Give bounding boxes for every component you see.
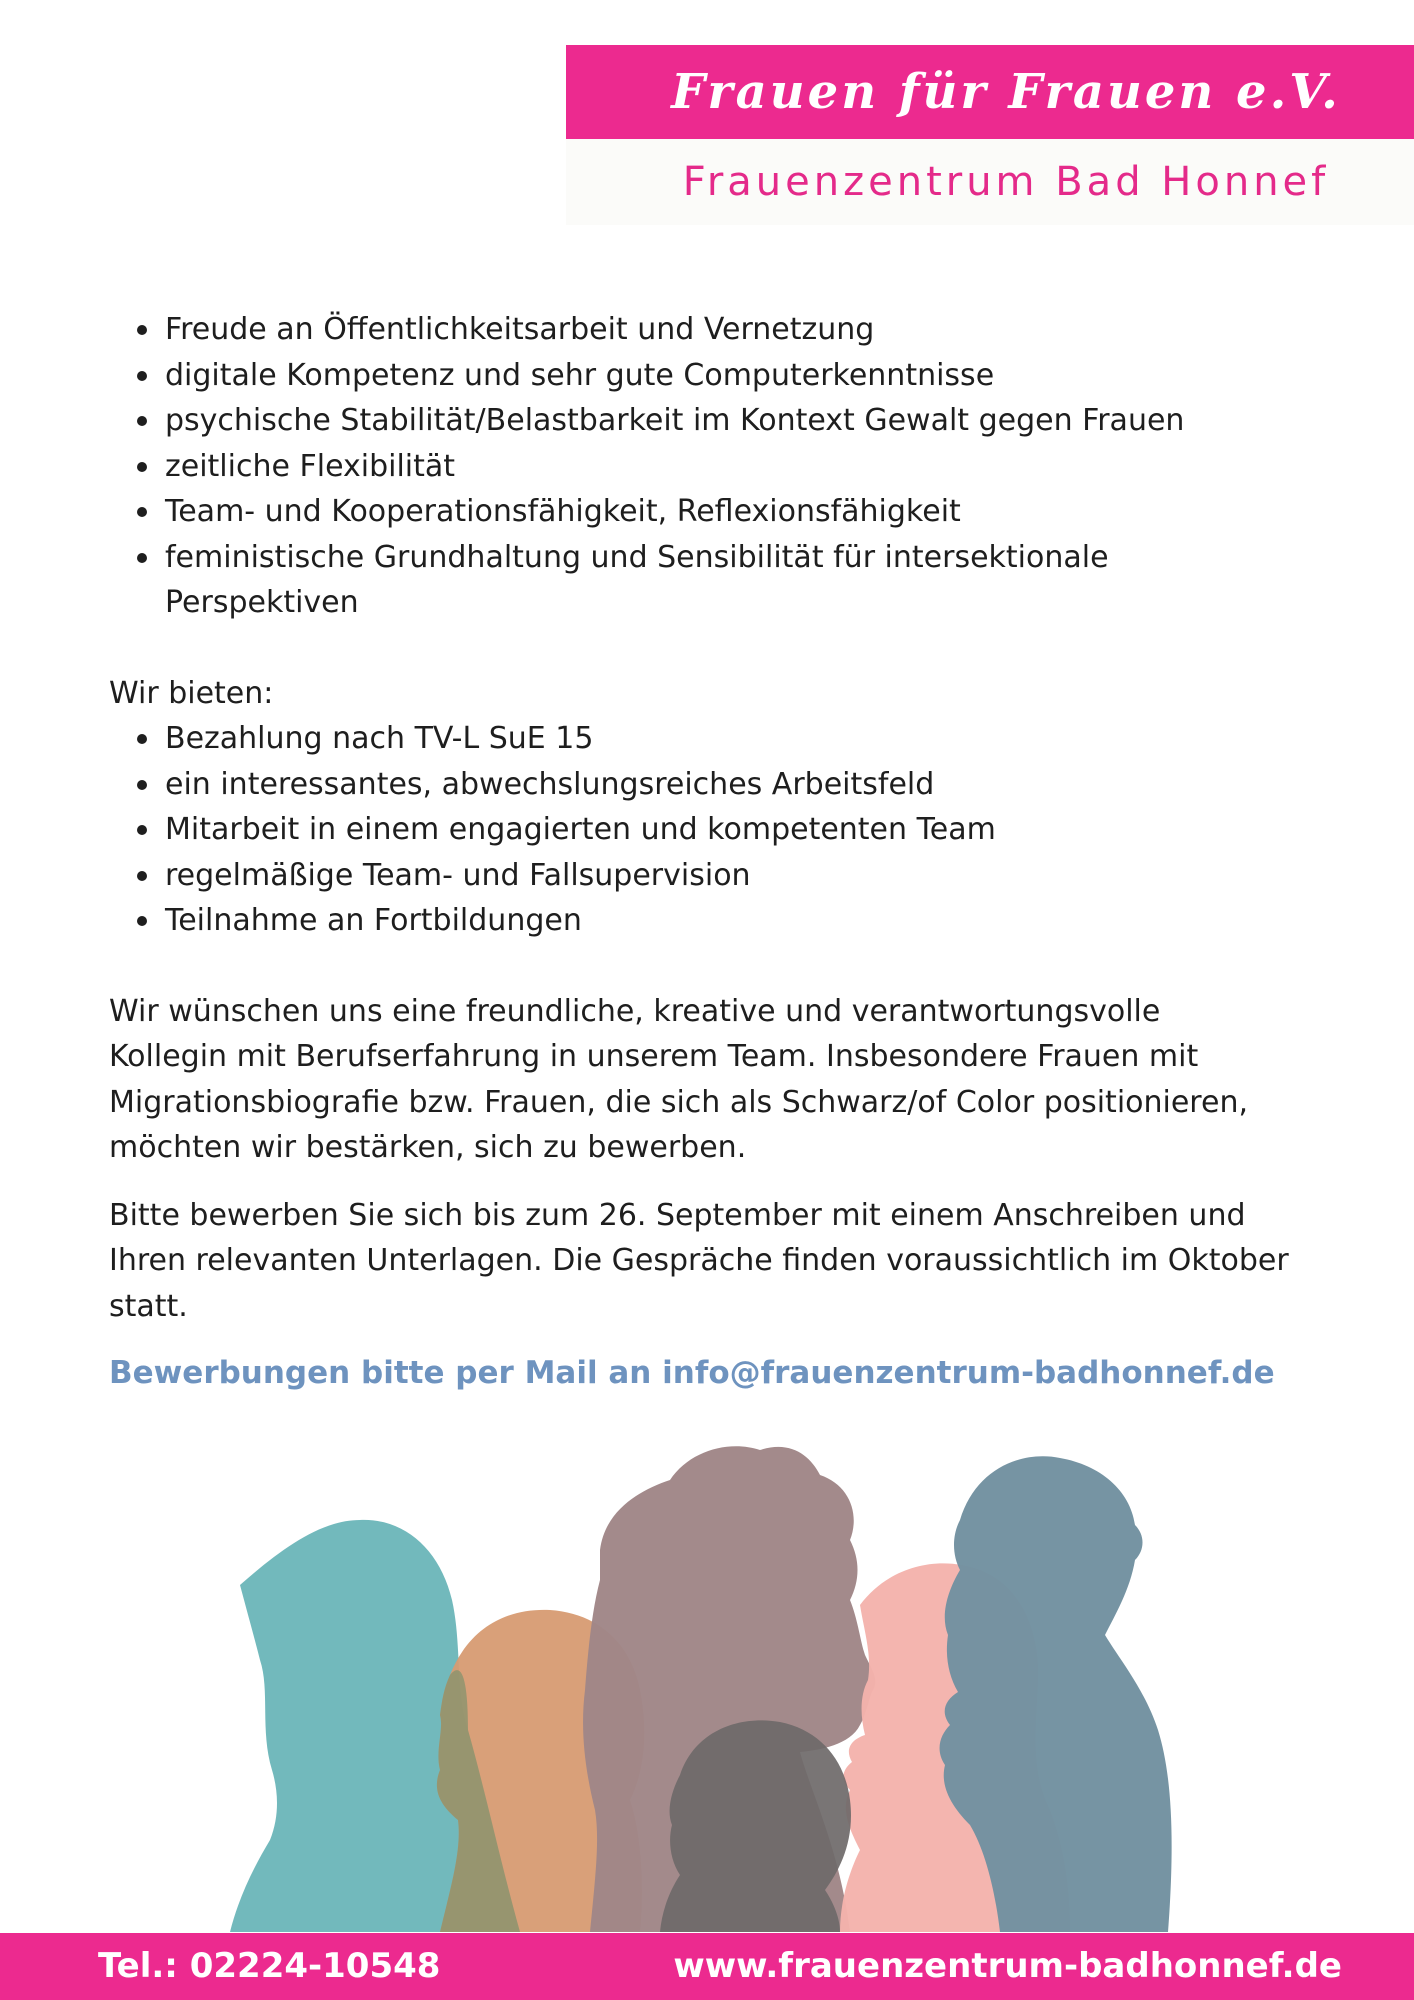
offer-heading: Wir bieten: [109, 675, 274, 711]
spacer [109, 944, 1339, 989]
application-mail-line[interactable]: Bewerbungen bitte per Mail an info@frauenzentrum-badhonnef.de [109, 1355, 1275, 1391]
apply-paragraph: Bitte bewerben Sie sich bis zum 26. September mit einem Anschreiben und Ihren relevanten Unterlagen. Die Gespräche finden voraussichtlich im Oktober statt. [109, 1197, 1289, 1324]
requirement-item: feministische Grundhaltung und Sensibilität für intersektionale Perspektiven [165, 535, 1225, 626]
requirement-item: psychische Stabilität/Belastbarkeit im Kontext Gewalt gegen Frauen [165, 398, 1339, 444]
footer-website-link[interactable]: www.frauenzentrum-badhonnef.de [673, 1946, 1342, 1986]
requirements-list [109, 307, 1339, 626]
requirement-item: Team- und Kooperationsfähigkeit, Reflexionsfähigkeit [165, 489, 1339, 535]
requirement-item: Freude an Öffentlichkeitsarbeit und Vernetzung [165, 307, 1339, 353]
women-silhouettes-illustration [200, 1430, 1220, 1932]
header-logo-bar [566, 45, 1414, 139]
offer-item: Mitarbeit in einem engagierten und kompetenten Team [165, 807, 1339, 853]
offer-item: ein interessantes, abwechslungsreiches Arbeitsfeld [165, 762, 1339, 808]
offer-item: Bezahlung nach TV-L SuE 15 [165, 716, 1339, 762]
header [566, 45, 1414, 225]
wish-paragraph: Wir wünschen uns eine freundliche, kreative und verantwortungsvolle Kollegin mit Berufserfahrung in unserem Team. Insbesondere Frauen mit Migrationsbiografie bzw. Frauen, die sich als Schwarz/of Color positionieren, möchten wir bestärken, sich zu bewerben. [109, 993, 1248, 1165]
header-subtitle-bar [566, 139, 1414, 225]
requirement-item: digitale Kompetenz und sehr gute Computerkenntnisse [165, 353, 1339, 399]
requirement-item: zeitliche Flexibilität [165, 444, 1339, 490]
org-logo-text: Frauen für Frauen e.V. [671, 64, 1341, 120]
footer-phone[interactable]: Tel.: 02224-10548 [98, 1946, 441, 1986]
offer-item: Teilnahme an Fortbildungen [165, 898, 1339, 944]
center-name: Frauenzentrum Bad Honnef [682, 159, 1330, 205]
offer-list [109, 716, 1339, 944]
spacer [109, 1171, 1339, 1193]
offer-item: regelmäßige Team- und Fallsupervision [165, 853, 1339, 899]
job-posting-body [109, 307, 1339, 1396]
spacer [109, 626, 1339, 671]
spacer [109, 1329, 1339, 1351]
footer-bar [0, 1933, 1414, 2000]
